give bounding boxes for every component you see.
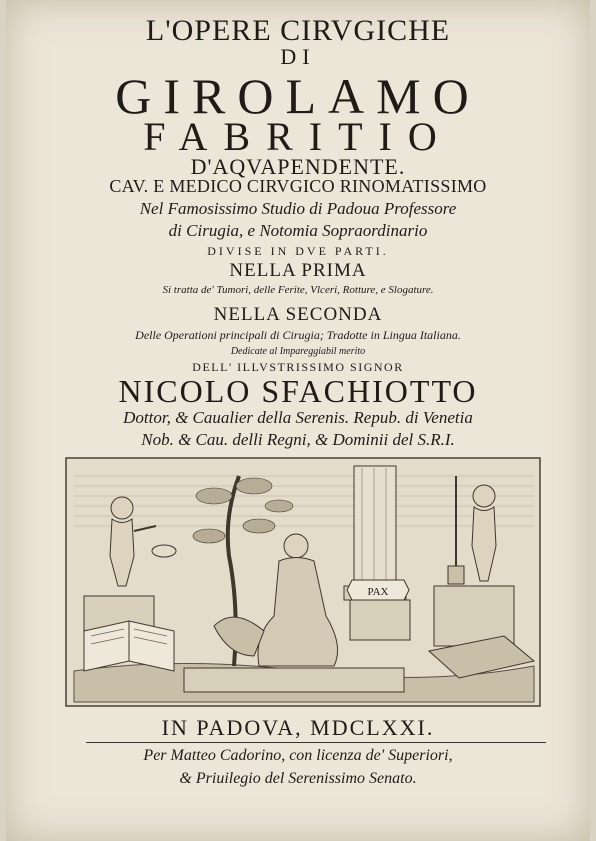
dedication-line: Dedicate al Impareggiabil merito bbox=[230, 346, 366, 357]
dedicatee-name: NICOLO SFACHIOTTO bbox=[118, 373, 478, 409]
part-one-description: Si tratta de' Tumori, delle Ferite, Vlceri, Rotture, e Slogature. bbox=[162, 284, 434, 296]
author-first-name: GIROLAMO bbox=[115, 68, 481, 124]
author-position-1: Nel Famosissimo Studio di Padoua Professore bbox=[139, 199, 457, 218]
author-origin: D'AQVAPENDENTE. bbox=[190, 154, 406, 179]
part-one-heading: NELLA PRIMA bbox=[229, 260, 367, 281]
imprint-place-date: IN PADOVA, MDCLXXI. bbox=[161, 715, 435, 740]
dedicatee-title-2: Nob. & Cau. delli Regni, & Dominii del S.R.I. bbox=[141, 430, 455, 449]
dedicatee-honorific: DELL' ILLVSTRISSIMO SIGNOR bbox=[192, 360, 404, 374]
imprint-printer: Per Matteo Cadorino, con licenza de' Superiori, bbox=[143, 747, 453, 764]
imprint-privilege: & Priuilegio del Serenissimo Senato. bbox=[179, 770, 417, 787]
part-two-description: Delle Operationi principali di Cirugia; Tradotte in Lingua Italiana. bbox=[135, 328, 461, 342]
author-last-name: FABRITIO bbox=[143, 114, 453, 159]
pax-banner-text: PAX bbox=[367, 586, 389, 598]
author-position-2: di Cirugia, e Notomia Sopraordinario bbox=[168, 221, 428, 240]
title-line-2: DI bbox=[280, 44, 316, 69]
title-line-1: L'OPERE CIRVGICHE bbox=[145, 14, 451, 47]
title-page bbox=[6, 0, 590, 841]
dedicatee-title-1: Dottor, & Caualier della Serenis. Repub. di Venetia bbox=[123, 408, 473, 427]
author-title: CAV. E MEDICO CIRVGICO RINOMATISSIMO bbox=[109, 176, 487, 196]
imprint-divider bbox=[86, 742, 546, 743]
part-two-heading: NELLA SECONDA bbox=[213, 304, 383, 325]
allegorical-engraving bbox=[64, 456, 542, 708]
parts-heading: DIVISE IN DVE PARTI. bbox=[207, 244, 389, 258]
